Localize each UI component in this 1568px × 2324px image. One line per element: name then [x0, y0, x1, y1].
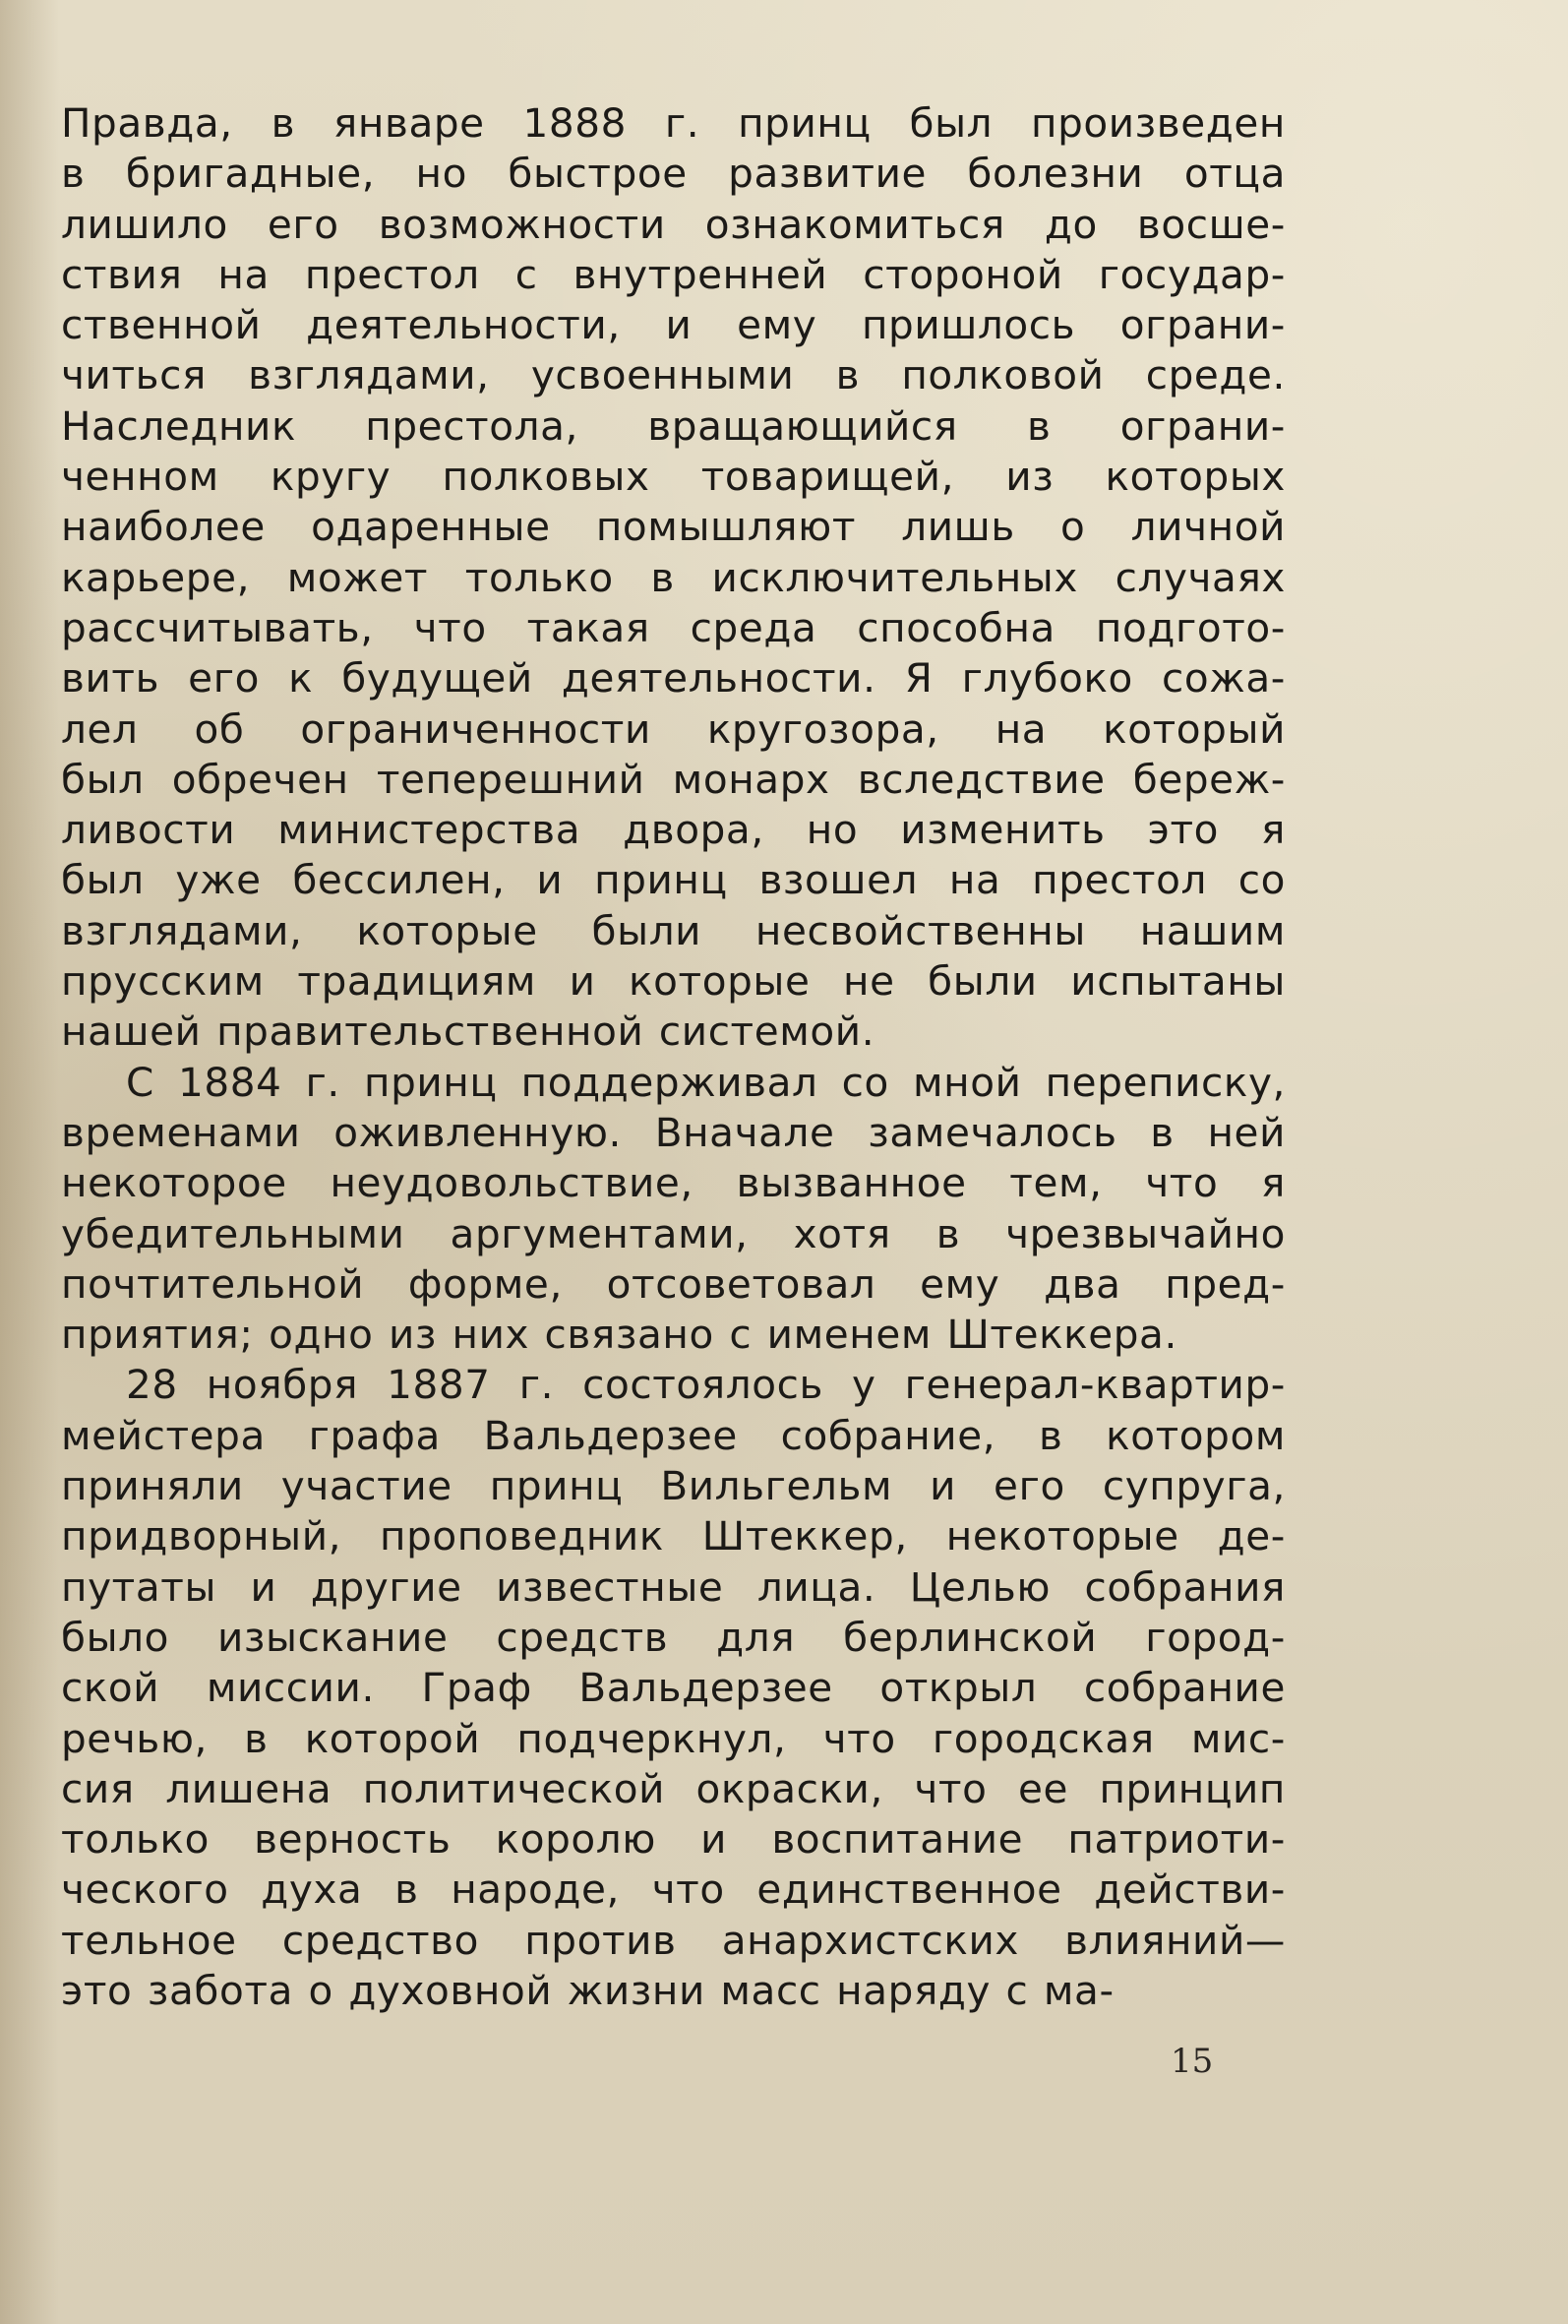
- text-line: ской миссии. Граф Вальдерзее открыл собрание: [61, 1664, 1286, 1712]
- body-text: [61, 98, 1286, 2016]
- text-line: некоторое неудовольствие, вызванное тем, что я: [61, 1159, 1286, 1207]
- text-line: прусским традициям и которые не были испытаны: [61, 957, 1286, 1006]
- paragraph: [61, 1360, 1286, 2016]
- text-line: лишило его возможности ознакомиться до восше-: [61, 200, 1286, 248]
- text-line: карьере, может только в исключительных случаях: [61, 553, 1286, 601]
- paragraph: [61, 98, 1286, 1058]
- text-line: ческого духа в народе, что единственное действи-: [61, 1865, 1286, 1914]
- text-line: ственной деятельности, и ему пришлось ограни-: [61, 301, 1286, 349]
- text-line: наиболее одаренные помышляют лишь о личной: [61, 503, 1286, 551]
- text-line: 28 ноября 1887 г. состоялось у генерал-квартир-: [126, 1361, 1286, 1409]
- text-line: придворный, проповедник Штеккер, некоторые де-: [61, 1512, 1286, 1560]
- text-line: почтительной форме, отсоветовал ему два пред-: [61, 1259, 1286, 1308]
- text-line: временами оживленную. Вначале замечалось в ней: [61, 1108, 1286, 1156]
- text-line: сия лишена политической окраски, что ее принцип: [61, 1764, 1286, 1812]
- text-line: был уже бессилен, и принц взошел на престол со: [61, 856, 1286, 904]
- text-line: только верность королю и воспитание патриоти-: [61, 1815, 1286, 1864]
- text-line: ченном кругу полковых товарищей, из которых: [61, 453, 1286, 501]
- text-line: нашей правительственной системой.: [61, 1008, 875, 1056]
- text-line: С 1884 г. принц поддерживал со мной переписку,: [126, 1058, 1286, 1106]
- text-line: Наследник престола, вращающийся в ограни-: [61, 401, 1286, 450]
- text-line: приятия; одно из них связано с именем Штеккера.: [61, 1311, 1177, 1359]
- text-line: мейстера графа Вальдерзее собрание, в котором: [61, 1411, 1286, 1459]
- text-line: Правда, в январе 1888 г. принц был произведен: [61, 99, 1286, 147]
- text-line: приняли участие принц Вильгельм и его супруга,: [61, 1462, 1286, 1510]
- text-line: путаты и другие известные лица. Целью собрания: [61, 1562, 1286, 1611]
- text-line: это забота о духовной жизни масс наряду с ма-: [61, 1966, 1115, 2014]
- text-line: было изыскание средств для берлинской город-: [61, 1613, 1286, 1661]
- text-line: ливости министерства двора, но изменить это я: [61, 806, 1286, 854]
- text-line: был обречен теперешний монарх вследствие береж-: [61, 755, 1286, 803]
- text-line: речью, в которой подчеркнул, что городская мис-: [61, 1714, 1286, 1762]
- text-line: рассчитывать, что такая среда способна подгото-: [61, 603, 1286, 651]
- text-line: вить его к будущей деятельности. Я глубоко сожа-: [61, 654, 1286, 703]
- page-number: 15: [1171, 2042, 1214, 2081]
- paragraph: [61, 1058, 1286, 1361]
- text-line: лел об ограниченности кругозора, на который: [61, 704, 1286, 753]
- text-line: взглядами, которые были несвойственны нашим: [61, 906, 1286, 954]
- text-line: читься взглядами, усвоенными в полковой среде.: [61, 351, 1286, 399]
- text-line: тельное средство против анархистских влияний—: [61, 1916, 1286, 1964]
- text-line: в бригадные, но быстрое развитие болезни отца: [61, 150, 1286, 198]
- text-line: убедительными аргументами, хотя в чрезвычайно: [61, 1209, 1286, 1257]
- text-line: ствия на престол с внутренней стороной государ-: [61, 250, 1286, 298]
